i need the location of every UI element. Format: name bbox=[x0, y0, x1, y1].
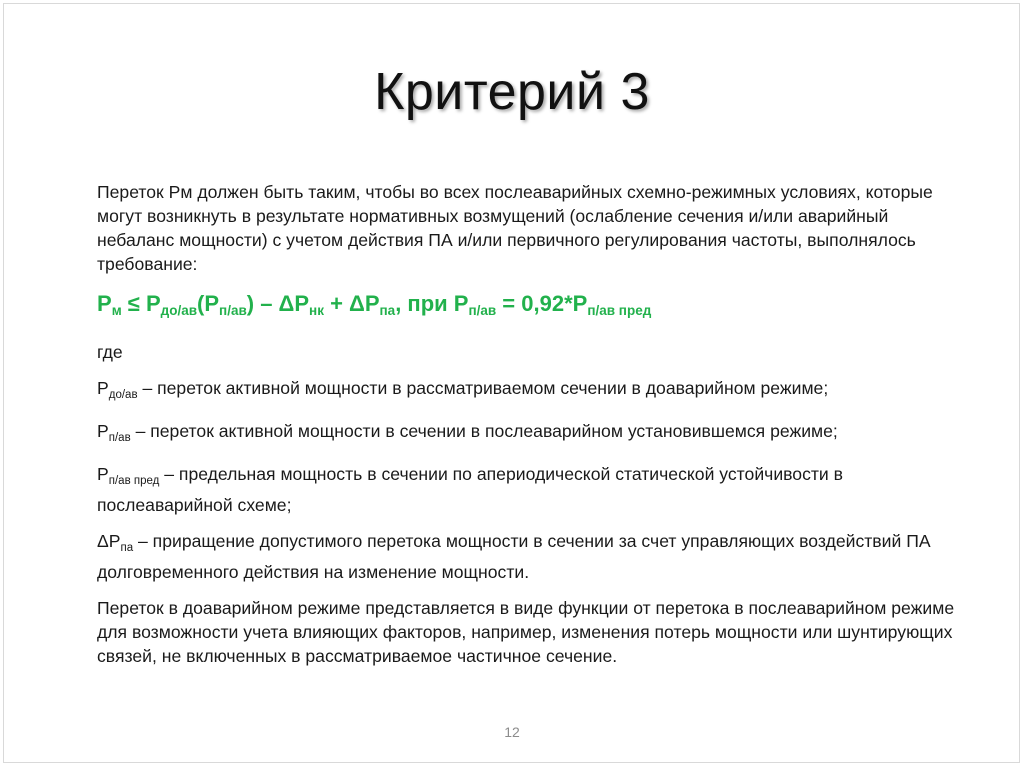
definition-subscript: п/ав bbox=[108, 432, 131, 444]
closing-paragraph: Переток в доаварийном режиме представляется в виде функции от перетока в послеаварийном режиме для возможности учета влияющих факторов, например, изменения потерь мощности или шунтирующих связей, не включенных в рассматриваемое частичное сечение. bbox=[97, 598, 955, 666]
definition-text: – приращение допустимого перетока мощности в сечении за счет управляющих воздействий ПА долговременного действия на изменение мощности. bbox=[97, 531, 931, 582]
formula-subscript: п/ав bbox=[468, 303, 497, 318]
formula-subscript: м bbox=[111, 303, 122, 318]
formula-part: ≤ P bbox=[121, 291, 161, 316]
definition-text: – переток активной мощности в рассматриваемом сечении в доаварийном режиме; bbox=[137, 378, 829, 398]
formula-part: + ΔP bbox=[323, 291, 380, 316]
formula-subscript: п/ав bbox=[219, 303, 247, 318]
formula-subscript: нк bbox=[309, 303, 324, 318]
definition-symbol: P bbox=[97, 464, 109, 484]
definition-symbol: P bbox=[97, 421, 109, 441]
definition-item bbox=[97, 462, 967, 517]
formula-subscript: п/ав пред bbox=[587, 303, 652, 318]
formula-part: = 0,92*P bbox=[496, 291, 588, 316]
where-label: где bbox=[97, 342, 123, 362]
formula-subscript: па bbox=[379, 303, 396, 318]
definition-subscript: п/ав пред bbox=[108, 475, 160, 487]
definition-item bbox=[97, 529, 967, 584]
definition-text: – переток активной мощности в сечении в послеаварийном установившемся режиме; bbox=[130, 421, 838, 441]
slide-title: Критерий 3 bbox=[374, 63, 650, 121]
formula-subscript: до/ав bbox=[160, 303, 198, 318]
definition-text: – предельная мощность в сечении по апериодической статической устойчивости в послеаварийной схеме; bbox=[97, 464, 843, 515]
intro-paragraph: Переток Рм должен быть таким, чтобы во всех послеаварийных схемно-режимных условиях, которые могут возникнуть в результате нормативных возмущений (ослабление сечения и/или аварийный небаланс мощности) с учетом действия ПА и/или первичного регулирования частоты, выполнялось требование: bbox=[97, 182, 933, 274]
slide-body bbox=[97, 180, 967, 668]
formula-part: ) – ΔP bbox=[246, 291, 310, 316]
formula-part: , при P bbox=[395, 291, 469, 316]
definition-subscript: па bbox=[120, 542, 134, 554]
definition-item bbox=[97, 419, 967, 450]
page-number: 12 bbox=[504, 724, 520, 740]
definition-symbol: ΔP bbox=[97, 531, 121, 551]
formula-part: (P bbox=[197, 291, 220, 316]
formula-part: P bbox=[97, 291, 112, 316]
definition-item bbox=[97, 376, 967, 407]
definition-subscript: до/ав bbox=[108, 389, 138, 401]
formula bbox=[97, 289, 967, 326]
definition-symbol: P bbox=[97, 378, 109, 398]
